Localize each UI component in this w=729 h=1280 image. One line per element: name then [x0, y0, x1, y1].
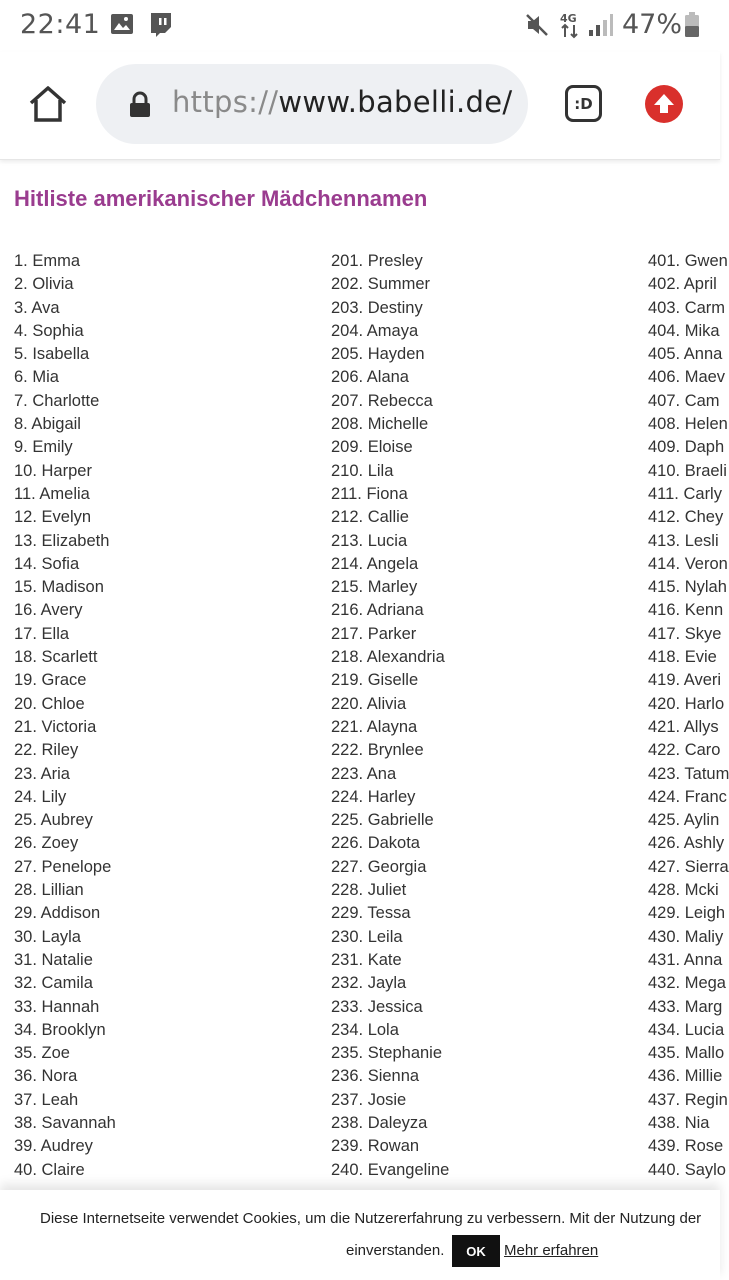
name-list-item: 207. Rebecca	[331, 391, 433, 410]
cookie-ok-button[interactable]: OK	[452, 1235, 500, 1267]
name-list-item: 6. Mia	[14, 368, 59, 387]
name-list-item: 425. Aylin	[648, 811, 720, 830]
name-list-item: 39. Audrey	[14, 1137, 93, 1156]
name-list-item: 213. Lucia	[331, 531, 408, 550]
name-list-item: 12. Evelyn	[14, 508, 92, 527]
name-list-item: 440. Saylo	[648, 1160, 726, 1179]
name-list-item: 231. Kate	[331, 950, 402, 969]
name-list-item: 222. Brynlee	[331, 741, 424, 760]
name-list-item: 433. Marg	[648, 997, 723, 1016]
name-list-item: 407. Cam	[648, 391, 720, 410]
name-list-item: 431. Anna	[648, 950, 723, 969]
arrow-up-icon	[645, 85, 683, 123]
name-list-item: 202. Summer	[331, 275, 431, 294]
name-column-2	[331, 250, 449, 1182]
name-list-item: 2. Olivia	[14, 275, 74, 294]
name-list-item: 411. Carly	[648, 484, 722, 503]
name-list-item: 429. Leigh	[648, 904, 726, 923]
name-list-item: 25. Aubrey	[14, 811, 93, 830]
name-list-item: 420. Harlo	[648, 694, 725, 713]
name-list-item: 215. Marley	[331, 578, 418, 597]
name-list-item: 37. Leah	[14, 1090, 79, 1109]
name-list-item: 236. Sienna	[331, 1067, 420, 1086]
mute-icon	[524, 12, 550, 43]
name-list-item: 421. Allys	[648, 717, 719, 736]
name-list-item: 210. Lila	[331, 461, 394, 480]
network-4g-icon	[559, 11, 583, 44]
name-list-item: 7. Charlotte	[14, 391, 100, 410]
name-list-item: 436. Millie	[648, 1067, 723, 1086]
name-list-item: 211. Fiona	[331, 484, 408, 503]
battery-percent: 47%	[622, 9, 683, 40]
name-list-item: 232. Jayla	[331, 974, 407, 993]
name-list-item: 14. Sofia	[14, 554, 80, 573]
cookie-text: Diese Internetseite verwendet Cookies, um die Nutzererfahrung zu verbessern. Mit der Nutzung der	[40, 1210, 702, 1227]
name-list-item: 18. Scarlett	[14, 648, 98, 667]
cookie-more-link[interactable]: Mehr erfahren	[504, 1242, 599, 1259]
name-list-item: 416. Kenn	[648, 601, 724, 620]
name-list-item: 40. Claire	[14, 1160, 85, 1179]
name-list-item: 423. Tatum	[648, 764, 729, 783]
name-list-item: 220. Alivia	[331, 694, 407, 713]
name-list-item: 427. Sierra	[648, 857, 729, 876]
name-list-item: 235. Stephanie	[331, 1044, 443, 1063]
name-list-item: 406. Maev	[648, 368, 726, 387]
status-bar	[0, 0, 720, 52]
name-list-item: 240. Evangeline	[331, 1160, 450, 1179]
name-list-item: 234. Lola	[331, 1020, 399, 1039]
name-list-item: 435. Mallo	[648, 1044, 725, 1063]
name-list-item: 430. Maliy	[648, 927, 724, 946]
name-list-item: 409. Daph	[648, 438, 725, 457]
name-list-item: 29. Addison	[14, 904, 101, 923]
name-list-item: 217. Parker	[331, 624, 417, 643]
url-scheme: https://	[172, 85, 279, 119]
home-icon	[26, 82, 70, 126]
lock-icon	[128, 92, 152, 118]
name-list-item: 410. Braeli	[648, 461, 727, 480]
svg-text:4G: 4G	[560, 12, 577, 25]
name-list-item: 13. Elizabeth	[14, 531, 110, 550]
cookie-text-continued: einverstanden.	[346, 1242, 445, 1259]
name-list-item: 205. Hayden	[331, 345, 425, 364]
name-list-item: 203. Destiny	[331, 298, 423, 317]
name-list-item: 432. Mega	[648, 974, 726, 993]
name-list-item: 24. Lily	[14, 787, 67, 806]
name-list-item: 36. Nora	[14, 1067, 78, 1086]
name-list-item: 227. Georgia	[331, 857, 427, 876]
image-icon	[110, 12, 134, 41]
name-list-item: 208. Michelle	[331, 415, 429, 434]
home-button[interactable]	[26, 82, 70, 126]
name-list-item: 219. Giselle	[331, 671, 419, 690]
name-list-item: 201. Presley	[331, 252, 423, 270]
name-list-item: 426. Ashly	[648, 834, 725, 853]
name-list-item: 237. Josie	[331, 1090, 407, 1109]
name-list-item: 214. Angela	[331, 554, 419, 573]
name-list-item: 422. Caro	[648, 741, 721, 760]
name-list-item: 34. Brooklyn	[14, 1020, 106, 1039]
name-list-item: 434. Lucia	[648, 1020, 725, 1039]
name-list-item: 212. Callie	[331, 508, 409, 527]
name-list-item: 414. Veron	[648, 554, 728, 573]
name-list-item: 16. Avery	[14, 601, 83, 620]
name-list-item: 35. Zoe	[14, 1044, 70, 1063]
name-list-item: 438. Nia	[648, 1113, 710, 1132]
url-host: www.babelli.de/	[278, 85, 513, 119]
name-list-item: 218. Alexandria	[331, 648, 445, 667]
name-list-item: 224. Harley	[331, 787, 416, 806]
twitch-icon	[148, 12, 172, 43]
name-list-item: 223. Ana	[331, 764, 397, 783]
name-list-item: 21. Victoria	[14, 717, 97, 736]
url-bar[interactable]	[96, 64, 528, 144]
name-list-item: 15. Madison	[14, 578, 104, 597]
name-list-item: 424. Franc	[648, 787, 727, 806]
name-list-item: 23. Aria	[14, 764, 70, 783]
name-list-item: 33. Hannah	[14, 997, 100, 1016]
name-list-item: 402. April	[648, 275, 717, 294]
name-list-item: 9. Emily	[14, 438, 73, 457]
name-list-item: 239. Rowan	[331, 1137, 420, 1156]
name-list-item: 5. Isabella	[14, 345, 90, 364]
name-list-item: 27. Penelope	[14, 857, 112, 876]
name-list-item: 216. Adriana	[331, 601, 424, 620]
name-list-item: 401. Gwen	[648, 252, 728, 270]
name-list-item: 8. Abigail	[14, 415, 81, 434]
name-list-item: 230. Leila	[331, 927, 403, 946]
name-list-item: 209. Eloise	[331, 438, 413, 457]
tab-switcher-button[interactable]: :D	[565, 85, 602, 122]
name-list-item: 228. Juliet	[331, 881, 407, 900]
battery-icon	[684, 12, 700, 43]
name-column-1	[14, 250, 116, 1182]
name-list-item: 1. Emma	[14, 252, 81, 270]
name-list-item: 404. Mika	[648, 321, 720, 340]
name-list-item: 3. Ava	[14, 298, 60, 317]
name-list-item: 4. Sophia	[14, 321, 84, 340]
name-list-item: 31. Natalie	[14, 950, 93, 969]
name-list-item: 11. Amelia	[14, 484, 90, 503]
name-list-item: 238. Daleyza	[331, 1113, 428, 1132]
name-list-item: 10. Harper	[14, 461, 92, 480]
name-list-item: 419. Averi	[648, 671, 722, 690]
name-list-item: 225. Gabrielle	[331, 811, 434, 830]
status-time: 22:41	[20, 9, 101, 40]
name-list-item: 417. Skye	[648, 624, 722, 643]
name-list-item: 415. Nylah	[648, 578, 727, 597]
name-list-item: 19. Grace	[14, 671, 87, 690]
name-list-item: 38. Savannah	[14, 1113, 116, 1132]
name-list-item: 403. Carm	[648, 298, 726, 317]
name-list-item: 233. Jessica	[331, 997, 423, 1016]
url-text	[172, 85, 512, 119]
name-list-item: 226. Dakota	[331, 834, 420, 853]
name-list-item: 229. Tessa	[331, 904, 411, 923]
menu-button[interactable]	[645, 85, 683, 123]
name-list-item: 221. Alayna	[331, 717, 418, 736]
name-list-item: 26. Zoey	[14, 834, 79, 853]
name-list-item: 30. Layla	[14, 927, 81, 946]
cookie-banner	[0, 1190, 720, 1280]
name-list-item: 428. Mcki	[648, 881, 719, 900]
name-list-item: 418. Evie	[648, 648, 717, 667]
name-list-item: 20. Chloe	[14, 694, 85, 713]
name-list-item: 32. Camila	[14, 974, 93, 993]
name-list-item: 412. Chey	[648, 508, 724, 527]
name-list-item: 413. Lesli	[648, 531, 719, 550]
name-list-item: 437. Regin	[648, 1090, 728, 1109]
name-list-item: 22. Riley	[14, 741, 79, 760]
name-list-item: 439. Rose	[648, 1137, 724, 1156]
name-list-item: 204. Amaya	[331, 321, 419, 340]
name-list-item: 17. Ella	[14, 624, 70, 643]
signal-icon	[588, 12, 614, 43]
browser-toolbar	[0, 52, 720, 160]
name-list-item: 405. Anna	[648, 345, 723, 364]
name-column-3	[648, 250, 729, 1182]
name-list-item: 28. Lillian	[14, 881, 84, 900]
page-title: Hitliste amerikanischer Mädchennamen	[14, 186, 428, 211]
name-list-item: 206. Alana	[331, 368, 409, 387]
name-list-item: 408. Helen	[648, 415, 728, 434]
